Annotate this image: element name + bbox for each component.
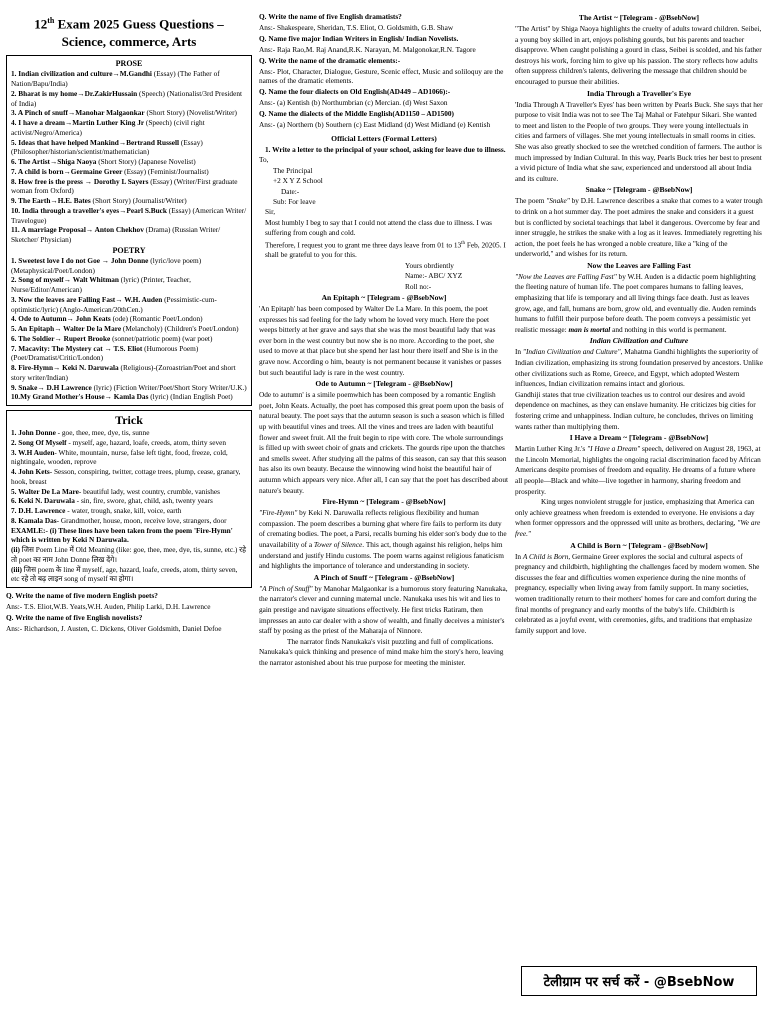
answer-text: Ans:- Raja Rao,M. Raj Anand,R.K. Narayan, M. Malgonokar,R.N. Tagore — [259, 44, 476, 54]
civilization-lead: In — [515, 347, 523, 357]
question — [6, 613, 252, 623]
snake-title: "Snake" — [546, 196, 570, 206]
prose-item-title: 7. A child is born→Germaine Greer — [11, 166, 123, 176]
answer-text: Ans:- T.S. Eliot,W.B. Yeats,W.H. Auden, Philip Larki, D.H. Lawrence — [6, 601, 211, 611]
poetry-item-detail: (lyric) (Fiction Writer/Poet/Short Story Writer/U.K.) — [91, 382, 247, 392]
trick-example-3-text: जिस poem के line में myself, age, hazard, loafe, creeds, atom, thirty seven, etc रहे तो बढ़ लाइन song of myself का होगा। — [11, 564, 238, 584]
dream-heading: I Have a Dream ~ [Telegram - @BsebNow] — [569, 433, 709, 443]
trick-item — [11, 487, 247, 497]
questions-left — [6, 591, 252, 634]
question — [259, 87, 509, 97]
snake-text — [515, 196, 763, 260]
prose-item-detail: (Short Story) (Novelist/Writer) — [144, 108, 237, 118]
artist-heading: The Artist ~ [Telegram - @BsebNow] — [578, 13, 700, 22]
leaves-end: and nothing in this world is permanent. — [610, 324, 727, 334]
letter-body-2 — [259, 239, 509, 261]
letter-sign-2: Name:- ABC/ XYZ — [405, 271, 463, 281]
poetry-item-title: 4. Ode to Autumn→ John Keats — [11, 314, 111, 324]
prose-item-title: 11. A marriage Proposal→ Anton Chekhov — [11, 225, 144, 235]
dream-body: speech, delivered on August 28, 1963, at the Lincoln Memorial, highlights the ongoing racial discrimination faced by African Americans despite promises of freedom and equality. He dreams of a future where all people—Black and white—live together in harmony, sharing freedom and prosperity. — [515, 444, 761, 496]
trick-example-3-label: (iii) — [11, 564, 22, 574]
poetry-item — [11, 275, 247, 295]
firehymn-end: . This act, though against his religion, helps him understand and justify Hindu customs. The poem warns against religious fanaticism and highlights the importance of tolerance and understanding in society. — [259, 539, 504, 571]
child-title: A Child is Born — [522, 551, 569, 561]
letter-body-2a: Therefore, I request you to grant me three days leave from 01 to 13 — [265, 240, 462, 250]
prose-item-title: 8. How free is the press → Dorothy L Sayers — [11, 176, 149, 186]
child-lead: In — [515, 551, 523, 561]
trick-item-title: 1. John Donne — [11, 428, 56, 438]
poetry-item-title: 6. The Soldier→ Rupert Brooke — [11, 333, 111, 343]
letter-salutation: Sir, — [265, 207, 276, 217]
ode-heading: Ode to Autumn ~ [Telegram - @BsebNow] — [315, 379, 453, 389]
prose-item-detail: (Essay) (The Father of Nation/Bapu/India) — [11, 69, 220, 89]
firehymn-heading: Fire-Hymn ~ [Telegram - @BsebNow] — [322, 497, 446, 507]
snake-body: by D.H. Lawrence describes a snake that comes to a water trough to drink on a hot summer day. The poet admires the snake and considers it a guest but is conflicted by societal teachings that label it dangerous. Overcome by fear and inner struggle, he strikes the snake with a log as it leaves. Immediately regretting his action, the poet feels he has wronged a noble creature, like a "king of the underworld," and wishes for its return. — [515, 196, 763, 259]
prose-heading: PROSE — [115, 59, 143, 69]
question — [259, 34, 509, 44]
firehymn-text — [259, 508, 509, 572]
prose-item-title: 5. Ideas that have helped Mankind→Bertrand Russell — [11, 137, 180, 147]
civilization-text-2: Gandhiji states that true civilization teaches us to control our desires and avoid dependence on machines, as they can enslave humanity. He criticizes big cities for fostering crime and unhappiness. Indian culture, he concludes, thrives on limiting wants rather than multiplying them. — [515, 389, 756, 431]
trick-item-detail: - White, mountain, nurse, false left tight, food, freeze, cold, nightingale, wooden, reprove — [11, 447, 228, 467]
civilization-body: , Mahatma Gandhi highlights the superiority of Indian civilization, emphasizing its strong foundation preserved by ancestors. Unlike other civilizations such as Rome, Greece, and Egypt, which adopted Western influences, Indian civilization remains intact and glorious. — [515, 347, 763, 389]
trick-example-3 — [11, 565, 247, 585]
right-column — [515, 12, 763, 636]
poetry-item-detail: (Pessimistic-cum-optimistic/lyric) (Anglo-American/20thCen.) — [11, 294, 217, 314]
prose-item — [11, 157, 247, 167]
prose-item — [11, 108, 247, 118]
poetry-item-detail: (lyric) (Indian English Poet) — [148, 392, 233, 402]
poetry-list — [11, 256, 247, 402]
epitaph-text: 'An Epitaph' has been composed by Walter De La Mare. In this poem, the poet expresses his sad feeling for the lady whom he loved very much. Here the poet weeps bitterly at her grave and says that she was the most beautiful lady that was ever born in the west country but now she is no more. According to the poet, she used to move at that place but she spend her last hour there itself and She is in the grave now. According o him, beauty is not permanent because it vanishes or passes but such beautiful lady is rare in the west country. — [259, 304, 502, 377]
prose-item-detail: (Essay) (American Writer/ Travelogue) — [11, 205, 247, 225]
poetry-item — [11, 344, 247, 364]
trick-item-detail: - water, trough, snake, kill, voice, earth — [65, 506, 182, 516]
poetry-item-title: 1. Sweetest love I do not Goe → John Donne — [11, 255, 149, 265]
prose-item — [11, 167, 247, 177]
poetry-item — [11, 314, 247, 324]
trick-item-title: 6. Keki N. Daruwala — [11, 496, 75, 506]
question — [6, 591, 252, 601]
prose-item-title: 3. A Pinch of snuff→Manohar Malgaonkar — [11, 108, 145, 118]
question-text: Q. Write the name of five modern English poets? — [6, 591, 158, 601]
snuff-text-2: The narrator finds Nanukaka's visit puzzling and full of complications. Nanukaka's quick thinking and presence of mind make him the story's hero, leaving the narrator astonished about his true purpose for meeting the minister. — [259, 636, 504, 667]
question-text: Q. Name five major Indian Writers in English/ Indian Novelists. — [259, 33, 459, 43]
civilization-title: "Indian Civilization and Culture" — [522, 347, 621, 357]
trick-item-title: 7. D.H. Lawrence — [11, 506, 66, 516]
prose-item — [11, 206, 247, 226]
firehymn-tower: Tower of Silence — [313, 539, 363, 549]
poetry-item-detail: (Melancholy) (Children's Poet/London) — [121, 324, 239, 334]
question — [259, 56, 509, 66]
prose-item-detail: (Essay) (Feminist/Journalist) — [122, 166, 209, 176]
child-body: , Germaine Greer explores the social and cultural aspects of pregnancy and childbirth, highlighting the challenges faced by modern women. She discusses the fear and difficulties women experience during the nine months of pregnancy, especially when living away from family support. In many societies, women traditionally return to their mothers' homes for care and comfort during the final months of pregnancy and early months of the baby's life. Childbirth is celebrated as a joyful event, with ceremonies, gifts, and traditions that emphasize family support and love. — [515, 551, 760, 635]
snuff-title: "A Pinch of Snuff" — [259, 583, 313, 593]
prose-item-detail: (Short Story) (Journalist/Writer) — [90, 196, 187, 206]
page-title — [6, 12, 252, 51]
child-text — [515, 552, 763, 637]
dream-text-2 — [515, 497, 763, 539]
trick-item-title: 5. Walter De La Mare — [11, 486, 79, 496]
snake-heading: Snake ~ [Telegram - @BsebNow] — [585, 185, 693, 195]
poetry-item-title: 2. Song of myself→ Walt Whitman — [11, 275, 119, 285]
left-column — [6, 12, 252, 634]
trick-example-2 — [11, 545, 247, 565]
prose-item — [11, 89, 247, 109]
trick-example-text: EXAMLE:- (i) These lines have been taken from the poem 'Fire-Hymn' which is written by Keki N Daruwala. — [11, 525, 233, 545]
prose-item-detail: (Drama) (Russian Writer/ Sketcher/ Physician) — [11, 225, 221, 245]
trick-item-title: 8. Kamala Das — [11, 515, 57, 525]
trick-box — [6, 410, 252, 588]
question-text: Q. Name the dialects of the Middle English(AD1150 – AD1500) — [259, 109, 454, 119]
poetry-item — [11, 392, 247, 402]
prose-item — [11, 177, 247, 197]
prose-item-detail: (Short Story) (Japanese Novelist) — [96, 157, 196, 167]
letter-heading: Official Letters (Formal Letters) — [331, 133, 437, 143]
letter-line-3: Date:- — [281, 186, 300, 196]
telegram-search-banner[interactable]: टेलीग्राम पर सर्च करें - @BsebNow — [521, 966, 757, 996]
question-text: Q. Name the four dialects on Old English(AD449 – AD1066):- — [259, 87, 451, 97]
title-grade: 12 — [34, 16, 48, 32]
title-line2: Science, commerce, Arts — [61, 34, 197, 50]
prose-item-title: 10. India through a traveller's eyes→Pearl S.Buck — [11, 205, 167, 215]
trick-list — [11, 428, 247, 526]
prose-item-detail: (Essay) (Writer/First graduate woman from Oxford) — [11, 176, 238, 196]
letter-body-2-sup: th — [461, 240, 466, 246]
child-heading: A Child is Born ~ [Telegram - @BsebNow] — [570, 540, 708, 550]
answer-text: Ans:- (a) Northern (b) Southern (c) East Midland (d) West Midland (e) Kentish — [259, 120, 491, 130]
civilization-heading: Indian Civilization and Culture — [589, 336, 689, 346]
leaves-title: "Now the Leaves are Falling Fast" — [515, 271, 617, 281]
trick-item-detail: - beautiful lady, west country, crumble, vanishes — [78, 486, 220, 496]
trick-item — [11, 496, 247, 506]
trick-item-detail: - goe, thee, mee, dye, tis, sunne — [55, 428, 150, 438]
prose-poetry-box — [6, 55, 252, 406]
dream-text — [515, 444, 763, 497]
poetry-item-detail: (sonnet/patriotic poem) (war poet) — [110, 333, 213, 343]
prose-list — [11, 69, 247, 245]
trick-item — [11, 467, 247, 487]
letter-line-4: Sub: For leave — [273, 197, 316, 206]
poetry-item-detail: (lyric/love poem) (Metaphysical/Poet/London) — [11, 255, 202, 275]
trick-example-2-label: (ii) — [11, 545, 20, 555]
trick-item — [11, 506, 247, 516]
prose-item-title: 2. Bharat is my home→Dr.ZakirHussain — [11, 88, 138, 98]
prose-item-title: 1. Indian civilization and culture→M.Gandhi — [11, 69, 152, 79]
letter-line-2: +2 X Y Z School — [273, 176, 323, 186]
leaves-heading: Now the Leaves are Falling Fast — [587, 260, 691, 270]
trick-example — [11, 526, 247, 546]
snake-lead: The poem — [515, 196, 547, 206]
prose-item-title: 9. The Earth→H.E. Bates — [11, 196, 91, 206]
poetry-item-title: 7. Macavity: The Mystery cat → T.S. Eliot — [11, 343, 143, 353]
poetry-item-title: 8. Fire-Hymn→ Keki N. Daruwala — [11, 363, 119, 373]
poetry-item-title: 10.My Grand Mother's House→ Kamla Das — [11, 392, 149, 402]
letter-body-2b: Feb, 20205. I shall be grateful to you for this. — [265, 240, 506, 260]
trick-item-detail: - Sesson, conspiring, twitter, cottage trees, plump, cease, granary, hook, breast — [11, 467, 241, 486]
prose-item-title: 6. The Artist→Shiga Naoya — [11, 157, 97, 167]
trick-heading: Trick — [115, 413, 143, 428]
title-line1: Exam 2025 Guess Questions – — [57, 16, 224, 32]
trick-item-title: 4. John Kets — [11, 467, 50, 477]
trick-example-2-text: जिस Poem Line में Old Meaning (like: goe, thee, mee, dye, tis, sunne, etc.) रहे तो poet का नाम John Donne लिख देंगे। — [11, 545, 247, 564]
poetry-item — [11, 256, 247, 276]
dream-quote: "We are free." — [515, 518, 761, 538]
letter-to: To, — [259, 155, 269, 165]
answer-text: Ans:- (a) Kentish (b) Northumbrian (c) Mercian. (d) West Saxon — [259, 98, 448, 108]
india-text: 'India Through A Traveller's Eyes' has been written by Pearls Buck. She says that her purpose to visit India was not to see The Taj Mahal or Fatehpur Sikari. She wanted to meet and listen to the People of two groups. They were young intellectuals in cities and farmers of villages. She met young intellectuals in small rooms in cities. She was also greatly shocked to see the wretched condition of farmers. The author is much impressed by Indian Cultural. In this way, Pearls Buck tries her best to present a vivid picture of India what she saw, experienced and understood all about India and its culture. — [515, 99, 763, 183]
middle-column — [259, 12, 509, 668]
poetry-item-title: 5. An Epitaph→ Walter De la Mare — [11, 324, 122, 334]
question-text: Q. Write the name of five English novelists? — [6, 612, 143, 622]
trick-item — [11, 428, 247, 438]
poetry-item-detail: (ode) (Romantic Poet/London) — [110, 314, 203, 324]
poetry-item — [11, 295, 247, 315]
trick-item-title: 3. W.H Auden — [11, 447, 55, 457]
answer-text: Ans:- Richardson, J. Austen, C. Dickens, Oliver Goldsmith, Daniel Defoe — [6, 623, 222, 633]
prose-item — [11, 138, 247, 158]
prose-item — [11, 225, 247, 245]
trick-item — [11, 516, 247, 526]
poetry-heading: POETRY — [112, 245, 146, 255]
letter-line-1: The Principal — [273, 165, 313, 175]
snuff-text — [259, 584, 509, 637]
dream-body-2: King urges nonviolent struggle for justice, emphasizing that America can only achieve greatness when freedom is extended to everyone. He envisions a day when former oppressors and the oppressed will unite as brothers, declaring, — [515, 497, 755, 528]
poetry-item-title: 9. Snake→ D.H Lawrence — [11, 382, 92, 392]
prose-item — [11, 69, 247, 89]
poetry-item — [11, 383, 247, 393]
leaves-body: by W.H. Auden is a didactic poem highlighting the fleeting nature of human life. The poet compares humans to falling leaves, emphasizing that life is temporary and all living things face death. Just as leaves grow, age, and fall, humans are born, grow old, and eventually die. Auden reminds humans to fulfill their purpose before death. The poem conveys a pessimistic yet realistic message: — [515, 271, 757, 334]
question-text: Q. Write the name of the dramatic elements:- — [259, 55, 401, 65]
civilization-text — [515, 347, 763, 389]
ode-text: Ode to autumn' is a simile poemwhich has been composed by a romantic English poet, John Keats. Actually, the poet has composed this great poem upon the basis of natural beauty. The poet says that the autumn season is such a season which is filled up with beautiful vines and trees. All the vines and trees are laden with beautiful flower and sweet fruit. All the fruit begin to ripe with core. The whole surroundings is filled up with sweet choir of gnats and crickets. The gourds ripe upon the thatches and smells sweet. After studying all the palms of this season, can say that this season has also its own beauty. Because the winnowing wind hoist the beautiful hair of autumn which appears very nice. After all, I can say that the poet has described about nature's beauty. — [259, 390, 509, 495]
prose-item — [11, 196, 247, 206]
prose-item-detail: (Essay) (Philosopher/historian/scientist/mathematician) — [11, 137, 203, 157]
firehymn-body: by Keki N. Daruwalla reflects religious flexibility and human compassion. The poem describes a burning ghat where fire fails to perform its duty of cremating bodies. The poet, a Parsi, recalls burning his elder son's body due to the unavailability of a — [259, 508, 507, 549]
trick-item-detail: - Grandmother, house, moon, receive love, strangers, door — [56, 515, 227, 525]
dream-title: "I Have a Dream" — [587, 444, 641, 454]
poetry-item — [11, 324, 247, 334]
trick-item-title: 2. Song Of Myself — [11, 437, 67, 447]
letter-question — [259, 145, 509, 155]
letter-body-1: Most humbly I beg to say that I could not attend the class due to illness. I was suffering from cough and cold. — [265, 217, 492, 238]
india-heading: India Through a Traveller's Eye — [586, 88, 692, 98]
answer-text: Ans:- Shakespeare, Sheridan, T.S. Eliot, O. Goldsmith, G.B. Shaw — [259, 22, 454, 32]
questions-middle — [259, 12, 509, 130]
prose-item-detail: (Speech) (civil right activist/Negro/America) — [11, 118, 205, 137]
letter-question-text: 1. Write a letter to the principal of your school, asking for leave due to illness. — [265, 144, 506, 154]
letter-sign-3: Roll no:- — [405, 281, 432, 291]
poetry-item-detail: (Humorous Poem) (Poet/Dramatist/Critic/London) — [11, 343, 199, 363]
trick-item — [11, 438, 247, 448]
poetry-item-title: 3. Now the leaves are Falling Fast→ W.H. Auden — [11, 294, 163, 304]
artist-text: "The Artist" by Shiga Naoya highlights the cruelty of adults toward children. Seibei, a young boy skilled in art, enjoys polishing gourds, but his parents and teacher disapprove. When caught polishing a gourd in class, Seibei is scolded, and his father destroys his work, forcing him to give up his passion. The story reflects how adults often suppress children's talents, delivering the message that children should be encouraged to pursue their abilities. — [515, 24, 762, 86]
firehymn-title: "Fire-Hymn" — [259, 508, 298, 518]
question — [259, 109, 509, 119]
snuff-heading: A Pinch of Snuff ~ [Telegram - @BsebNow] — [313, 572, 455, 582]
trick-item-detail: - sin, fire, swore, ghat, child, ash, twenty years — [74, 496, 213, 506]
letter-sign-1: Yours obrdiently — [405, 260, 454, 270]
poetry-item — [11, 363, 247, 383]
leaves-text — [515, 272, 763, 336]
poetry-item-detail: (Religious)-(Zoroastrian/Poet and short story writer/Indian) — [11, 363, 236, 382]
snuff-body: by Manohar Malgaonkar is a humorous story featuring Nanukaka, the narrator's clever and cunning maternal uncle. Nanukaka uses his wit and lies to gain prestige and navigate situations effectively. He first tricks Ratiram, then impresses an auto car dealer with a show of wealth, and finally deceives a minister's staff by posing as the priest of the Maharaja of Ninnore. — [259, 583, 508, 636]
answer-text: Ans:- Plot, Character, Dialogue, Gesture, Scenic effect, Music and soliloquy are the names of the dramatic elements. — [259, 66, 504, 86]
poetry-item-detail: (lyric) (Printer, Teacher, Nurse/Editor/American) — [11, 275, 191, 295]
poetry-item — [11, 334, 247, 344]
trick-item — [11, 448, 247, 468]
prose-item-detail: (Speech) (Nationalist/3rd President of India) — [11, 88, 242, 108]
question-text: Q. Write the name of five English dramatists? — [259, 12, 402, 21]
epitaph-heading: An Epitaph ~ [Telegram - @BsebNow] — [321, 293, 447, 303]
title-sup: th — [47, 16, 55, 25]
prose-item — [11, 118, 247, 138]
dream-lead: Martin Luther King Jr.'s — [515, 444, 588, 454]
trick-item-detail: - myself, age, hazard, loafe, creeds, atom, thirty seven — [66, 437, 226, 447]
question — [259, 12, 509, 22]
leaves-emphasis: man is mortal — [568, 324, 611, 334]
prose-item-title: 4. I have a dream→Martin Luther King Jr — [11, 118, 145, 128]
